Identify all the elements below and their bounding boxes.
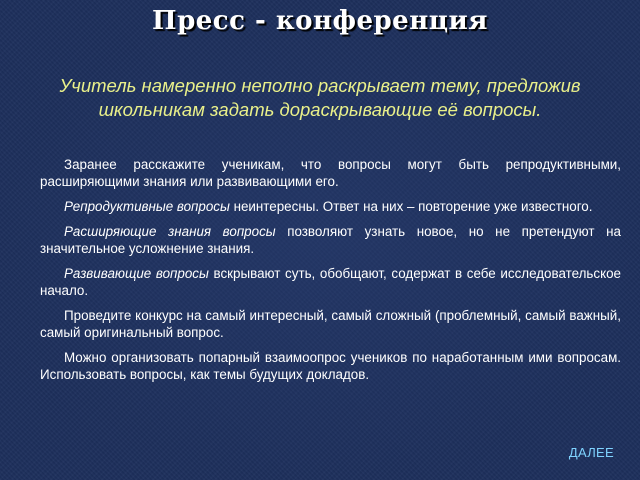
- paragraph-text: неинтересны. Ответ на них – повторение уже известного.: [229, 199, 593, 214]
- paragraph-lead: Развивающие вопросы: [64, 266, 209, 281]
- slide-title: Пресс - конференция: [152, 6, 488, 36]
- paragraph-text: Можно организовать попарный взаимоопрос учеников по наработанным ими вопросам. Использовать вопросы, как темы будущих докладов.: [40, 350, 621, 382]
- slide-body: [40, 156, 621, 391]
- paragraph-lead: Расширяющие знания вопросы: [64, 224, 276, 239]
- paragraph-intro: [40, 156, 621, 190]
- paragraph-expanding: [40, 223, 621, 257]
- next-button[interactable]: ДАЛЕЕ: [568, 445, 614, 460]
- paragraph-text: Заранее расскажите ученикам, что вопросы могут быть репродуктивными, расширяющими знания или развивающими его.: [40, 157, 621, 189]
- paragraph-text: позволяют узнать новое, но не претендуют на значительное усложнение знания.: [40, 224, 621, 256]
- paragraph-text: Проведите конкурс на самый интересный, самый сложный (проблемный, самый важный, самый оригинальный вопрос.: [40, 308, 621, 340]
- paragraph-lead: Репродуктивные вопросы: [64, 199, 230, 214]
- paragraph-reproductive: [40, 198, 621, 215]
- paragraph-developing: [40, 265, 621, 299]
- slide-subtitle: Учитель намеренно неполно раскрывает тему, предложив школьникам задать дораскрывающие её вопросы.: [59, 75, 581, 120]
- paragraph-contest: [40, 307, 621, 341]
- paragraph-peer-questioning: [40, 349, 621, 383]
- paragraph-text: вскрывают суть, обобщают, содержат в себе исследовательское начало.: [40, 266, 621, 298]
